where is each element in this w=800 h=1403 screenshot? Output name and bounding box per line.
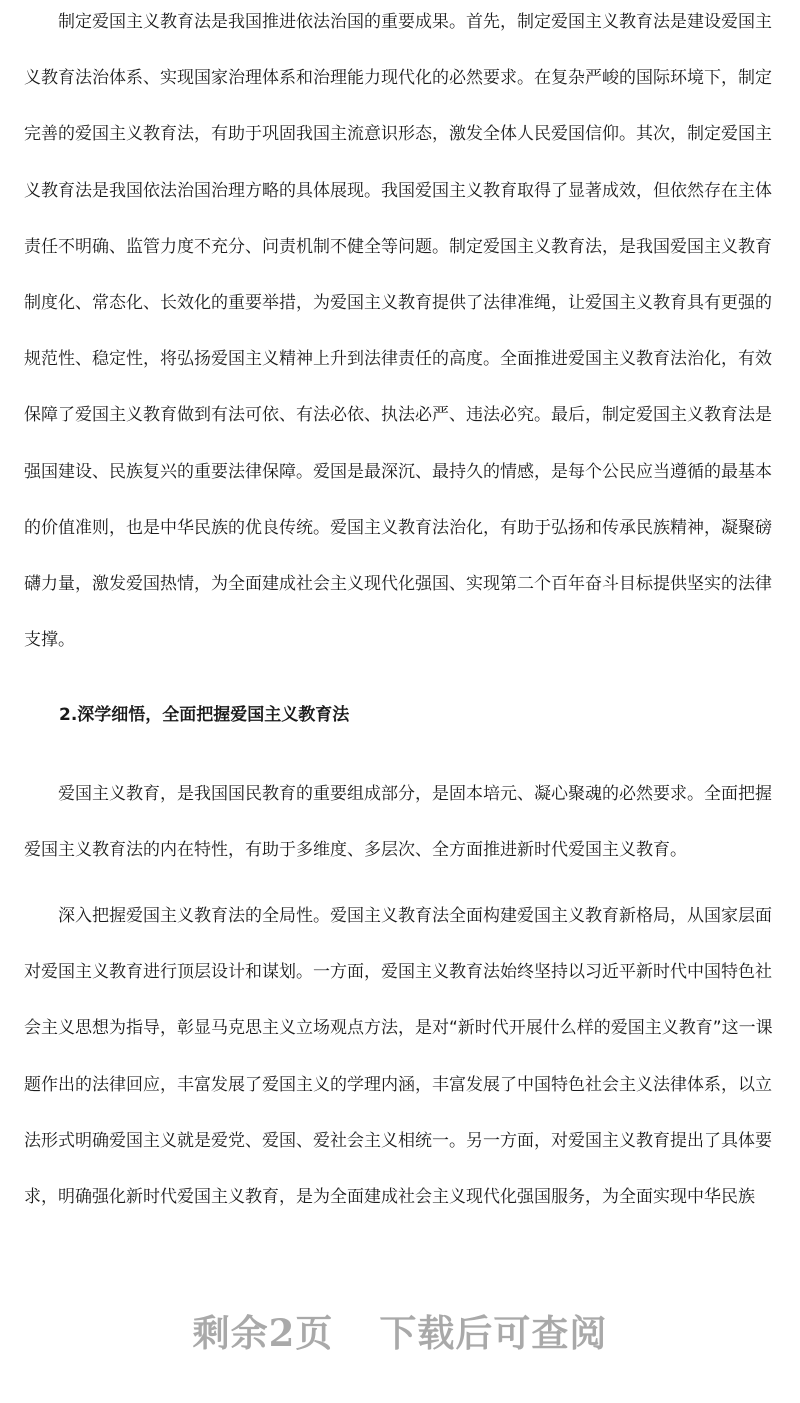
section-heading: 2.深学细悟，全面把握爱国主义教育法 bbox=[59, 705, 350, 725]
paragraph-overall-nature: 深入把握爱国主义教育法的全局性。爱国主义教育法全面构建爱国主义教育新格局，从国家层面对爱国主义教育进行顶层设计和谋划。一方面，爱国主义教育法始终坚持以习近平新时代中国特色社会主义思想为指导，彰显马克思主义立场观点方法，是对“新时代开展什么样的爱国主义教育”这一课题作出的法律回应，丰富发展了爱国主义的学理内涵，丰富发展了中国特色社会主义法律体系，以立法形式明确爱国主义就是爱党、爱国、爱社会主义相统一。另一方面，对爱国主义教育提出了具体要求，明确强化新时代爱国主义教育，是为全面建成社会主义现代化强国服务，为全面实现中华民族 bbox=[24, 906, 773, 1208]
paragraph-legal-significance: 制定爱国主义教育法是我国推进依法治国的重要成果。首先，制定爱国主义教育法是建设爱国主义教育法治体系、实现国家治理体系和治理能力现代化的必然要求。在复杂严峻的国际环境下，制定完善的爱国主义教育法，有助于巩固我国主流意识形态，激发全体人民爱国信仰。其次，制定爱国主义教育法是我国依法治国治理方略的具体展现。我国爱国主义教育取得了显著成效，但依然存在主体责任不明确、监管力度不充分、问责机制不健全等问题。制定爱国主义教育法，是我国爱国主义教育制度化、常态化、长效化的重要举措，为爱国主义教育提供了法律准绳，让爱国主义教育具有更强的规范性、稳定性，将弘扬爱国主义精神上升到法律责任的高度。全面推进爱国主义教育法治化，有效保障了爱国主义教育做到有法可依、有法必依、执法必严、违法必究。最后，制定爱国主义教育法是强国建设、民族复兴的重要法律保障。爱国是最深沉、最持久的情感，是每个公民应当遵循的最基本的价值准则，也是中华民族的优良传统。爱国主义教育法治化，有助于弘扬和传承民族精神，凝聚磅礴力量，激发爱国热情，为全面建成社会主义现代化强国、实现第二个百年奋斗目标提供坚实的法律支撑。 bbox=[24, 12, 772, 651]
remaining-pages-text: 剩余2页 bbox=[192, 1311, 334, 1355]
download-hint-text: 下载后可查阅 bbox=[379, 1311, 608, 1355]
paragraph-patriotic-education-intro: 爱国主义教育，是我国国民教育的重要组成部分，是固本培元、凝心聚魂的必然要求。全面把握爱国主义教育法的内在特性，有助于多维度、多层次、全方面推进新时代爱国主义教育。 bbox=[24, 784, 772, 861]
download-banner[interactable] bbox=[0, 1300, 800, 1360]
